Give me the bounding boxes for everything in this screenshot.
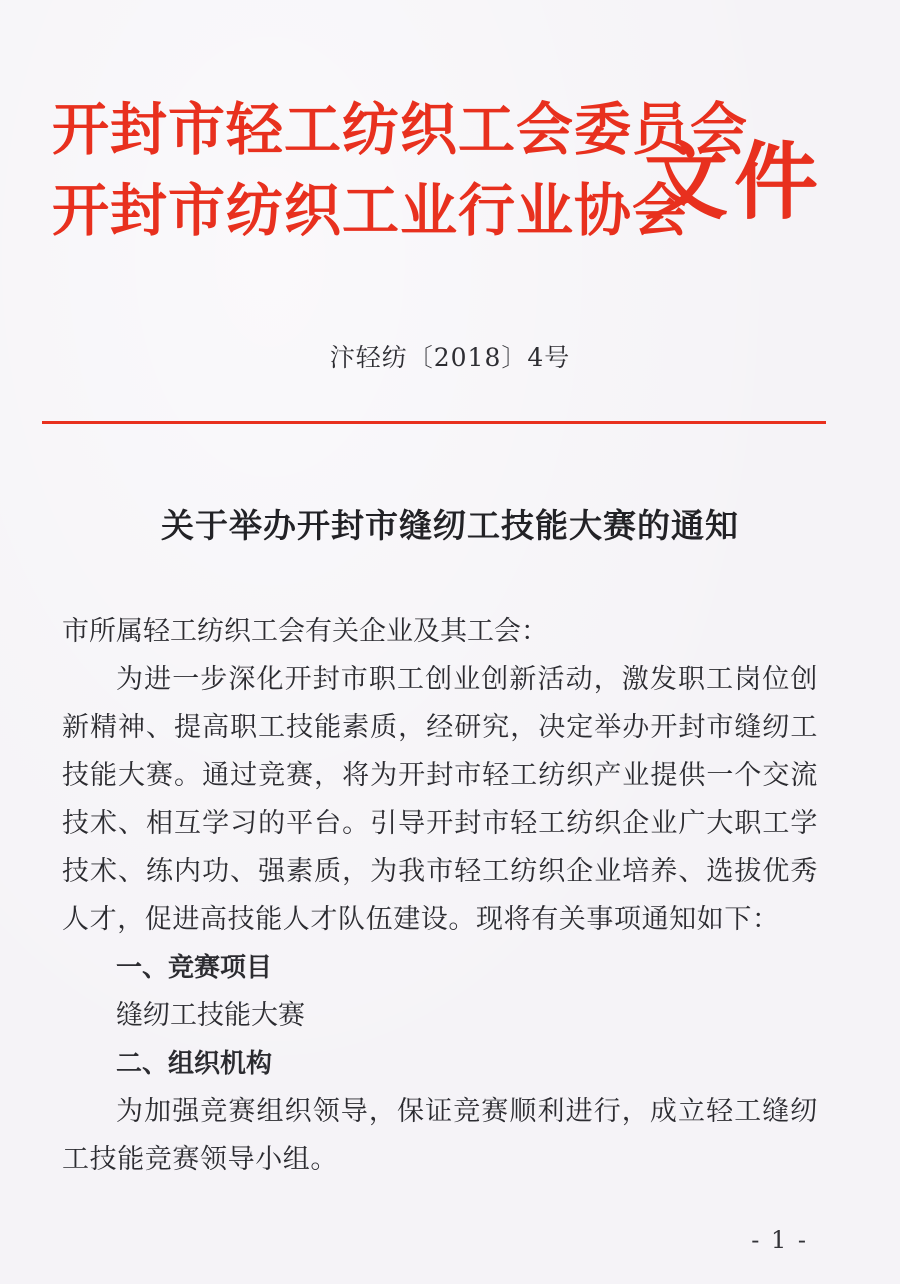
letterhead bbox=[52, 92, 832, 282]
addressee: 市所属轻工纺织工会有关企业及其工会： bbox=[62, 616, 548, 647]
org-name-1: 开封市轻工纺织工会委员会 bbox=[52, 97, 748, 163]
page-number: - 1 - bbox=[751, 1226, 808, 1254]
intro-paragraph: 为进一步深化开封市职工创业创新活动，激发职工岗位创新精神、提高职工技能素质，经研究，决定举办开封市缝纫工技能大赛。通过竞赛，将为开封市轻工纺织产业提供一个交流技术、相互学习的平台。引导开封市轻工纺织企业广大职工学技术、练内功、强素质，为我市轻工纺织企业培养、选拔优秀人才，促进高技能人才队伍建设。现将有关事项通知如下： bbox=[62, 664, 818, 935]
section-2-heading: 二、组织机构 bbox=[116, 1049, 273, 1079]
document-number: 汴轻纺〔2018〕4号 bbox=[329, 343, 571, 372]
section-1-body: 缝纫工技能大赛 bbox=[116, 1000, 305, 1031]
section-2-body: 为加强竞赛组织领导，保证竞赛顺利进行，成立轻工缝纫工技能竞赛领导小组。 bbox=[62, 1096, 818, 1175]
document-body bbox=[62, 608, 818, 1184]
section-1-heading: 一、竞赛项目 bbox=[116, 953, 273, 983]
document-title: 关于举办开封市缝纫工技能大赛的通知 bbox=[161, 506, 739, 545]
document-type-label: 文件 bbox=[644, 133, 825, 231]
red-divider-line bbox=[42, 421, 826, 424]
org-name-2: 开封市纺织工业行业协会 bbox=[52, 178, 690, 244]
